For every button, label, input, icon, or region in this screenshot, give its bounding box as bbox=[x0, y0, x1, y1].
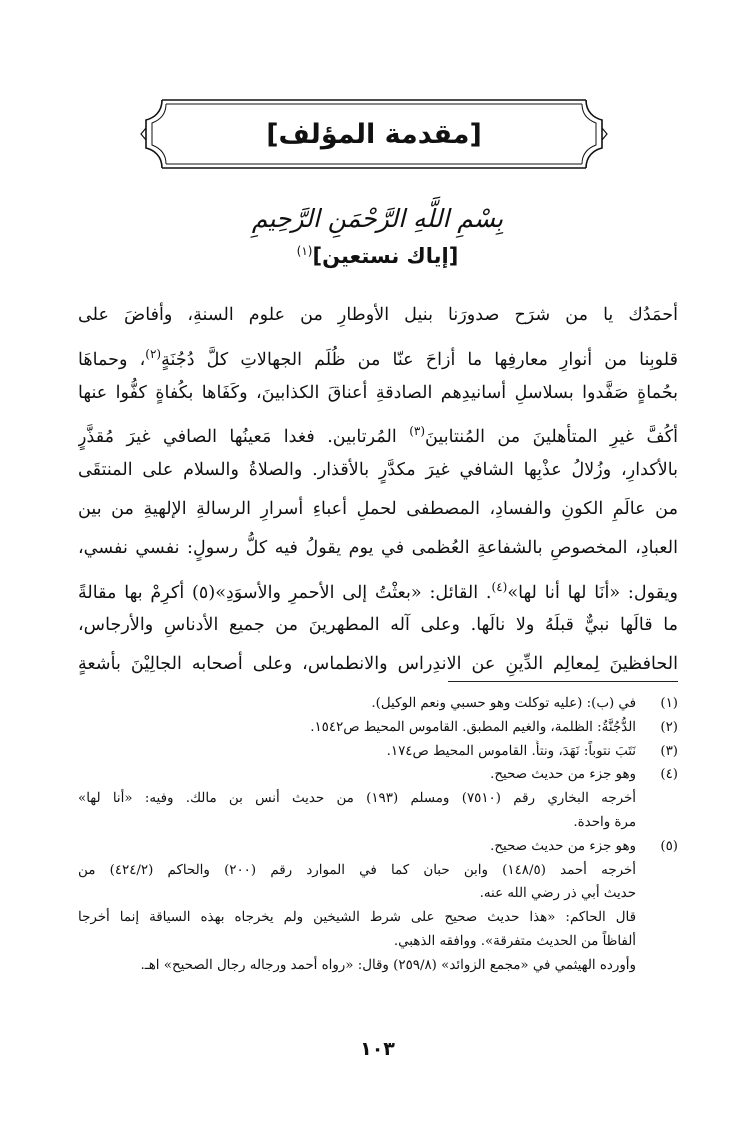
footnote-line: نَتَبَ نتوباً: نَهَدَ، ونتأَ. القاموس المحيط ص١٧٤. bbox=[386, 743, 636, 759]
subheading bbox=[0, 244, 755, 268]
footnote-line: وهو جزء من حديث صحيح. bbox=[490, 767, 636, 783]
footnote-separator bbox=[448, 681, 678, 682]
body-line: أكُفَّ غيرِ المتأهلينَ من المُنتابينَ$^{(٣)}$ المُرتابين. فغدا مَعينُها الصافي غيرَ مُقذَّرٍ bbox=[78, 424, 678, 448]
footnotes bbox=[78, 692, 678, 978]
footnote-line: ألفاظاً من الحديث متفرقة». ووافقه الذهبي. bbox=[393, 933, 636, 949]
body-text bbox=[78, 296, 678, 684]
footnote-number: (٣) bbox=[660, 743, 678, 759]
body-line: الحافظينَ لِمعالِم الدِّينِ عن الاندِراس والانطماس، وعلى أصحابه الجالِيْنَ بأشعةٍ bbox=[78, 654, 678, 675]
footnote-number: (٥) bbox=[660, 838, 678, 854]
footnote-number: (٤) bbox=[660, 767, 678, 783]
footnote-line: في (ب): (عليه توكلت وهو حسبي ونعم الوكيل). bbox=[371, 696, 636, 711]
body-line: العبادِ، المخصوصِ بالشفاعةِ العُظمى في يوم يقولُ فيه كلُّ رسولٍ: نفسي نفسي، bbox=[78, 537, 678, 558]
body-line: أحمَدُك يا من شرَح صدورَنا بنيل الأوطارِ من علوم السنةِ، وأفاضَ على bbox=[78, 305, 678, 325]
footnote-2 bbox=[78, 716, 678, 740]
body-line: بالأكدارِ، وزُلالُ عذْبِها الشافي غيرَ مكدَّرٍ بالأقذار. والصلاةُ والسلام على المنتقَى bbox=[78, 460, 678, 481]
footnote-line: حديث أبي ذر رضي الله عنه. bbox=[479, 886, 636, 902]
footnote-line: الدُّجُنَّةُ: الظلمة، والغيم المطبق. القاموس المحيط ص١٥٤٢. bbox=[310, 719, 636, 735]
footnote-ref: (١) bbox=[296, 244, 313, 258]
footnote-line: أخرجه البخاري رقم (٧٥١٠) ومسلم (١٩٣) من حديث أنس بن مالك. وفيه: «أنا لها» bbox=[78, 791, 636, 807]
footnote-number: (١) bbox=[660, 696, 678, 711]
title-frame bbox=[140, 98, 608, 170]
body-line: ويقول: «أنَا لها أنا لها»$^{(٤)}$. القائل: «بعثْتُ إلى الأحمرِ والأسوَدِ»(٥) أكرِمْ بها مقالةً bbox=[78, 579, 678, 603]
footnote-line: مرة واحدة. bbox=[573, 814, 636, 830]
basmala: بِسْمِ اللَّهِ الرَّحْمَنِ الرَّحِيمِ bbox=[251, 204, 504, 233]
body-line: ما قالَها نبيٌّ قبلَهُ ولا نالَها. وعلى آله المطهرينَ من جميع الأدناسِ والأرجاس، bbox=[78, 615, 678, 636]
body-line: من عالَمِ الكونِ والفسادِ، المصطفى لحملِ أعباءِ أسرارِ الرسالةِ الإلهيةِ من بين bbox=[78, 498, 678, 519]
footnote-1 bbox=[78, 692, 678, 716]
page-title: [مقدمة المؤلف] bbox=[266, 118, 482, 150]
footnote-line: وأورده الهيثمي في «مجمع الزوائد» (٢٥٩/٨) وقال: «رواه أحمد ورجاله رجال الصحيح» اهـ. bbox=[140, 957, 636, 973]
footnote-4 bbox=[78, 763, 678, 834]
subheading-text: [إياك نستعين] bbox=[312, 244, 459, 268]
footnote-3 bbox=[78, 740, 678, 764]
footnote-line: وهو جزء من حديث صحيح. bbox=[490, 838, 636, 854]
footnote-number: (٢) bbox=[660, 719, 678, 735]
footnote-line: أخرجه أحمد (١٤٨/٥) وابن حبان كما في الموارد رقم (٢٠٠) والحاكم (٤٢٤/٢) من bbox=[78, 862, 636, 878]
body-line: قلوبِنا من أنوارِ معارفِها ما أزاحَ عنّا من ظُلَم الجهالاتِ كلَّ دُجُنَةٍ$^{(٢)}$، وحماهَا bbox=[78, 346, 678, 370]
footnote-line: قال الحاكم: «هذا حديث صحيح على شرط الشيخين ولم يخرجاه بهذه السياقة إنما أخرجا bbox=[78, 910, 636, 926]
footnote-ref: (٢) bbox=[145, 346, 162, 361]
page-number: ١٠٣ bbox=[360, 1038, 395, 1060]
footnote-5 bbox=[78, 835, 678, 978]
body-line: بحُماةٍ صَفَّدوا بسلاسلِ أسانيدِهم الصادقةِ أعناقَ الكذابينَ، وكَفَاها بكُفاةٍ كفُّوا عنها bbox=[78, 382, 678, 403]
footnote-ref: (٣) bbox=[409, 424, 426, 439]
footnote-ref: (٤) bbox=[491, 579, 508, 594]
